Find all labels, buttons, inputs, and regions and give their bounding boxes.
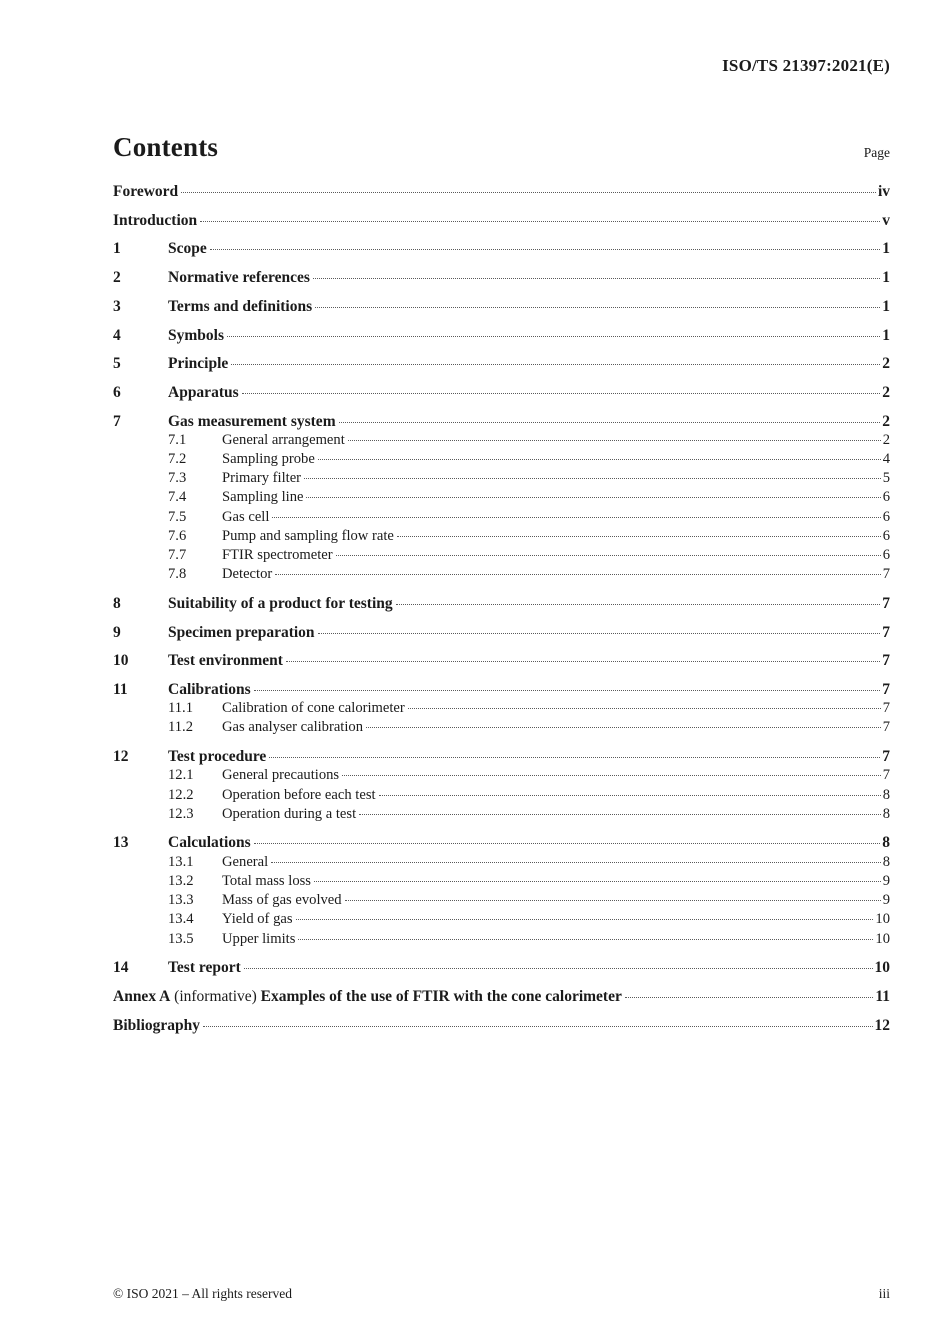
toc-entry-number: 1	[113, 240, 121, 258]
dotted-leader	[269, 757, 880, 758]
toc-entry-page: 6	[882, 489, 890, 506]
toc-entry-number: 3	[113, 297, 121, 315]
toc-entry-page: 6	[882, 527, 890, 544]
toc-entry-label: Scope	[168, 240, 207, 258]
toc-entry-number: 7.8	[168, 566, 187, 583]
toc-entry-number: 12.3	[168, 805, 194, 822]
toc-entry-page: 4	[882, 451, 890, 468]
toc-entry-label: Introduction	[113, 211, 198, 229]
toc-entry-label: Examples of the use of FTIR with the cone calorimeter	[260, 987, 622, 1005]
toc-entry-label: Normative references	[168, 269, 310, 287]
toc-entry-label: Symbols	[168, 326, 224, 344]
toc-entry-page: 2	[882, 383, 890, 401]
dotted-leader	[313, 278, 880, 279]
toc-entry-page: 1	[882, 326, 890, 344]
toc-entry[interactable]	[113, 1016, 890, 1035]
toc-entry[interactable]	[113, 450, 890, 469]
copyright-notice: © ISO 2021 – All rights reserved	[113, 1286, 292, 1301]
toc-entry[interactable]	[113, 853, 890, 872]
toc-annex-qualifier: (informative)	[170, 987, 261, 1005]
toc-entry-label: Terms and definitions	[168, 297, 313, 315]
toc-entry-label: Test procedure	[168, 748, 267, 766]
toc-entry[interactable]	[113, 565, 890, 584]
dotted-leader	[271, 862, 881, 863]
toc-entry-label: Bibliography	[113, 1016, 200, 1034]
toc-entry[interactable]	[113, 326, 890, 345]
toc-entry-page: 9	[882, 872, 890, 889]
toc-entry-label: Foreword	[113, 183, 179, 200]
toc-annex-prefix: Annex A	[113, 987, 171, 1005]
toc-entry[interactable]	[113, 872, 890, 891]
toc-entry[interactable]	[113, 354, 890, 373]
toc-entry-page: 10	[874, 959, 890, 977]
toc-entry-page: 7	[882, 594, 890, 612]
dotted-leader	[254, 843, 881, 844]
toc-entry-number: 7.6	[168, 527, 187, 544]
dotted-leader	[348, 440, 881, 441]
toc-entry-page: iv	[877, 183, 890, 200]
toc-entry-page: 9	[882, 892, 890, 909]
dotted-leader	[408, 708, 881, 709]
toc-entry-number: 7.2	[168, 451, 187, 468]
page-footer	[113, 1285, 890, 1302]
toc-entry-page: 6	[882, 508, 890, 525]
toc-entry-label: Operation during a test	[222, 805, 357, 822]
toc-entry[interactable]	[113, 651, 890, 670]
toc-entry-page: 6	[882, 547, 890, 564]
toc-entry-page: 7	[882, 623, 890, 641]
toc-entry-page: 2	[882, 431, 890, 448]
toc-entry-page: 8	[882, 786, 890, 803]
toc-entry-number: 11	[113, 681, 128, 699]
toc-entry[interactable]	[113, 469, 890, 488]
toc-entry-page: 11	[875, 987, 890, 1005]
footer-page-number: iii	[878, 1286, 890, 1301]
toc-entry[interactable]	[113, 958, 890, 977]
toc-entry[interactable]	[113, 623, 890, 642]
toc-entry-label: Mass of gas evolved	[222, 892, 342, 909]
dotted-leader	[304, 478, 881, 479]
page-title: Contents	[113, 132, 219, 162]
toc-entry[interactable]	[113, 786, 890, 805]
toc-entry[interactable]	[113, 268, 890, 287]
toc-entry-label: Apparatus	[168, 383, 239, 401]
dotted-leader	[315, 307, 880, 308]
toc-entry-number: 8	[113, 594, 121, 612]
toc-entry[interactable]	[113, 508, 890, 527]
toc-entry-number: 13	[113, 834, 129, 852]
dotted-leader	[254, 690, 881, 691]
toc-entry-label: General precautions	[222, 767, 340, 784]
toc-entry[interactable]	[113, 930, 890, 949]
dotted-leader	[625, 997, 874, 998]
dotted-leader	[244, 968, 873, 969]
toc-entry-page: 2	[882, 355, 890, 373]
dotted-leader	[345, 900, 881, 901]
toc-entry[interactable]	[113, 431, 890, 450]
toc-entry-number: 13.1	[168, 853, 194, 870]
toc-entry-number: 13.5	[168, 930, 194, 947]
toc-entry-number: 7.7	[168, 547, 187, 564]
toc-entry[interactable]	[113, 546, 890, 565]
dotted-leader	[306, 497, 880, 498]
dotted-leader	[359, 814, 881, 815]
dotted-leader	[396, 604, 881, 605]
toc-entry-number: 9	[113, 623, 121, 641]
dotted-leader	[339, 422, 881, 423]
dotted-leader	[227, 336, 880, 337]
dotted-leader	[342, 775, 881, 776]
toc-entry[interactable]	[113, 891, 890, 910]
dotted-leader	[275, 574, 880, 575]
dotted-leader	[318, 459, 881, 460]
toc-entry[interactable]	[113, 412, 890, 431]
dotted-leader	[296, 919, 874, 920]
toc-entry-page: 8	[882, 853, 890, 870]
dotted-leader	[210, 249, 881, 250]
toc-entry-label: Calculations	[168, 834, 251, 852]
toc-entry-label: Detector	[222, 566, 273, 583]
dotted-leader	[242, 393, 881, 394]
toc-entry-number: 2	[113, 269, 121, 287]
toc-entry-label: Upper limits	[222, 930, 296, 947]
toc-entry-page: v	[882, 211, 890, 229]
toc-entry-page: 10	[875, 930, 890, 947]
toc-entry-label: Principle	[168, 355, 229, 373]
toc-entry-number: 6	[113, 383, 121, 401]
dotted-leader	[272, 517, 880, 518]
toc-entry-page: 7	[882, 748, 890, 766]
toc-entry-label: Pump and sampling flow rate	[222, 527, 394, 544]
dotted-leader	[314, 881, 881, 882]
dotted-leader	[203, 1026, 873, 1027]
toc-entry-label: Operation before each test	[222, 786, 376, 803]
toc-entry-number: 13.4	[168, 911, 194, 928]
toc-entry[interactable]	[113, 680, 890, 699]
dotted-leader	[181, 192, 876, 193]
toc-entry-page: 12	[874, 1016, 890, 1034]
toc-entry[interactable]	[113, 833, 890, 852]
toc-entry-page: 7	[882, 566, 890, 583]
toc-entry-label: Gas cell	[222, 508, 270, 525]
toc-entry-label: General	[222, 853, 269, 870]
dotted-leader	[200, 221, 880, 222]
toc-entry-number: 11.2	[168, 719, 193, 736]
toc-entry[interactable]	[113, 488, 890, 507]
toc-entry-label: Test environment	[168, 652, 283, 670]
toc-entry-page: 8	[882, 834, 890, 852]
toc-list	[113, 182, 890, 1035]
toc-entry-page: 7	[882, 767, 890, 784]
dotted-leader	[298, 939, 873, 940]
document-reference: ISO/TS 21397:2021(E)	[722, 56, 890, 75]
dotted-leader	[286, 661, 880, 662]
toc-entry-number: 12	[113, 748, 129, 766]
toc-entry-number: 7	[113, 412, 121, 430]
toc-entry-label: Specimen preparation	[168, 623, 315, 641]
toc-entry-label: Test report	[168, 959, 241, 977]
toc-entry[interactable]	[113, 699, 890, 718]
toc-entry-page: 1	[882, 269, 890, 287]
toc-entry-page: 10	[875, 911, 890, 928]
toc-entry-label: Gas analyser calibration	[222, 719, 364, 736]
toc-entry[interactable]	[113, 718, 890, 737]
toc-entry-number: 13.2	[168, 872, 194, 889]
toc-entry-label: Suitability of a product for testing	[168, 594, 393, 612]
toc-entry-label: Sampling probe	[222, 451, 315, 468]
dotted-leader	[336, 555, 881, 556]
toc-entry-page: 5	[882, 470, 890, 487]
toc-entry-page: 7	[882, 700, 890, 717]
toc-entry-label: Gas measurement system	[168, 412, 336, 430]
toc-entry[interactable]	[113, 766, 890, 785]
toc-entry-page: 7	[882, 652, 890, 670]
toc-entry-page: 2	[882, 412, 890, 430]
toc-entry-label: Calibrations	[168, 681, 251, 699]
toc-entry-page: 7	[882, 719, 890, 736]
toc-entry-number: 10	[113, 652, 129, 670]
toc-entry-number: 7.4	[168, 489, 187, 506]
toc-entry[interactable]	[113, 527, 890, 546]
toc-entry-number: 14	[113, 959, 129, 977]
dotted-leader	[366, 727, 881, 728]
toc-entry-label: Sampling line	[222, 489, 304, 506]
dotted-leader	[397, 536, 881, 537]
dotted-leader	[231, 364, 880, 365]
toc-entry-number: 7.5	[168, 508, 187, 525]
toc-entry[interactable]	[113, 211, 890, 230]
toc-entry[interactable]	[113, 594, 890, 613]
toc-entry-number: 12.2	[168, 786, 194, 803]
toc-entry[interactable]	[113, 297, 890, 316]
page-column-label: Page	[863, 145, 890, 160]
toc-entry-number: 13.3	[168, 892, 194, 909]
contents-title-row	[113, 132, 890, 162]
toc-entry-label: Calibration of cone calorimeter	[222, 700, 405, 717]
toc-entry-label: Yield of gas	[222, 911, 293, 928]
toc-entry-number: 4	[113, 326, 121, 344]
toc-entry-number: 5	[113, 355, 121, 373]
toc-entry-label: Total mass loss	[222, 872, 311, 889]
dotted-leader	[379, 795, 881, 796]
toc-entry-page: 1	[882, 297, 890, 315]
toc-entry-label: FTIR spectrometer	[222, 547, 333, 564]
toc-entry-page: 7	[882, 681, 890, 699]
toc-entry-page: 8	[882, 805, 890, 822]
toc-entry-label: Primary filter	[222, 470, 302, 487]
toc-entry[interactable]	[113, 987, 890, 1006]
toc-entry-page: 1	[882, 240, 890, 258]
toc-entry-label: General arrangement	[222, 431, 345, 448]
dotted-leader	[318, 633, 881, 634]
toc-entry-number: 11.1	[168, 700, 193, 717]
toc-entry-number: 7.3	[168, 470, 187, 487]
toc-entry-number: 7.1	[168, 431, 187, 448]
toc-entry[interactable]	[113, 910, 890, 929]
toc-entry[interactable]	[113, 182, 890, 201]
toc-entry[interactable]	[113, 383, 890, 402]
toc-entry-number: 12.1	[168, 767, 194, 784]
toc-entry[interactable]	[113, 747, 890, 766]
toc-entry[interactable]	[113, 805, 890, 824]
toc-entry[interactable]	[113, 239, 890, 258]
document-header	[113, 55, 890, 76]
